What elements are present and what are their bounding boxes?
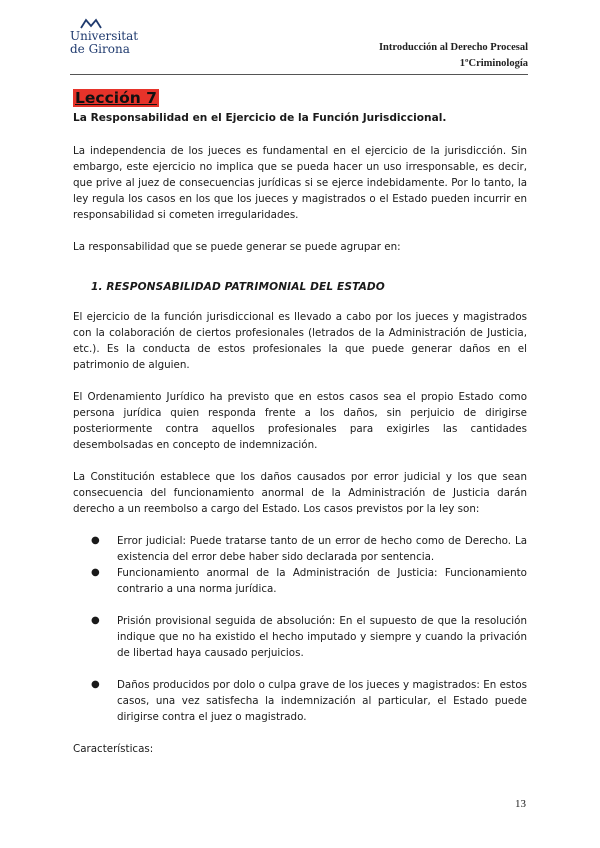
- list-item: [91, 677, 527, 725]
- university-logo: [70, 18, 150, 56]
- lesson-label: Lección 7: [75, 89, 157, 107]
- course-subtitle: 1ºCriminología: [459, 58, 528, 69]
- course-title: Introducción al Derecho Procesal: [378, 42, 528, 53]
- university-crest-icon: [80, 18, 102, 29]
- list-item: [91, 565, 527, 597]
- paragraph-1: El ejercicio de la función jurisdiccional es llevado a cabo por los jueces y magistrados con la colaboración de ciertos profesionales (letrados de la Administración de Justicia, etc.). Es la conducta de estos profesionales la que puede generar daños en el patrimonio de alguien.: [73, 311, 527, 371]
- logo-text-line2: de Girona: [70, 42, 130, 56]
- grouping-paragraph: La responsabilidad que se puede generar se puede agrupar en:: [73, 241, 401, 253]
- section-heading: 1. RESPONSABILIDAD PATRIMONIAL DEL ESTADO: [91, 281, 385, 293]
- bullet-icon: ●: [91, 567, 100, 578]
- paragraph-2: El Ordenamiento Jurídico ha previsto que en estos casos sea el propio Estado como persona jurídica quien responda frente a los daños, sin perjuicio de dirigirse posteriormente contra aquellos profesionales para exigirles las cantidades desembolsadas en concepto de indemnización.: [73, 391, 527, 451]
- list-item-text: Error judicial: Puede tratarse tanto de un error de hecho como de Derecho. La existencia del error debe haber sido declarada por sentencia.: [117, 535, 527, 563]
- list-item-text: Prisión provisional seguida de absolución: En el supuesto de que la resolución indique que no ha existido el hecho imputado y siempre y cuando la privación de libertad haya causado perjuicios.: [117, 615, 527, 659]
- page-number: 13: [515, 798, 526, 810]
- logo-text-line1: Universitat: [70, 29, 139, 43]
- list-item-text: Funcionamiento anormal de la Administración de Justicia: Funcionamiento contrario a una norma jurídica.: [117, 567, 527, 595]
- list-item: [91, 613, 527, 661]
- list-item-text: Daños producidos por dolo o culpa grave de los jueces y magistrados: En estos casos, una vez satisfecha la indemnización al particular, el Estado puede dirigirse contra el juez o magistrado.: [117, 679, 527, 723]
- header-divider: [70, 74, 528, 75]
- list-item: [91, 533, 527, 565]
- page-content: [73, 88, 527, 757]
- bullet-icon: ●: [91, 679, 100, 690]
- paragraph-3: La Constitución establece que los daños causados por error judicial y los que sean consecuencia del funcionamiento anormal de la Administración de Justicia darán derecho a un reembolso a cargo del Estado. Los casos previstos por la ley son:: [73, 471, 527, 515]
- lesson-title: La Responsabilidad en el Ejercicio de la Función Jurisdiccional.: [73, 112, 447, 124]
- bullet-icon: ●: [91, 615, 100, 626]
- intro-paragraph: La independencia de los jueces es fundamental en el ejercicio de la jurisdicción. Sin embargo, este ejercicio no implica que se pueda hacer un uso irresponsable, es decir, que prive al juez de consecuencias jurídicas si se ejerce indebidamente. Por lo tanto, la ley regula los casos en los que los jueces y magistrados o el Estado pueden incurrir en responsabilidad si cometen irregularidades.: [73, 145, 527, 221]
- bullet-icon: ●: [91, 535, 100, 546]
- course-header: [379, 40, 528, 72]
- characteristics-label: Características:: [73, 743, 154, 755]
- cases-list: [73, 533, 527, 725]
